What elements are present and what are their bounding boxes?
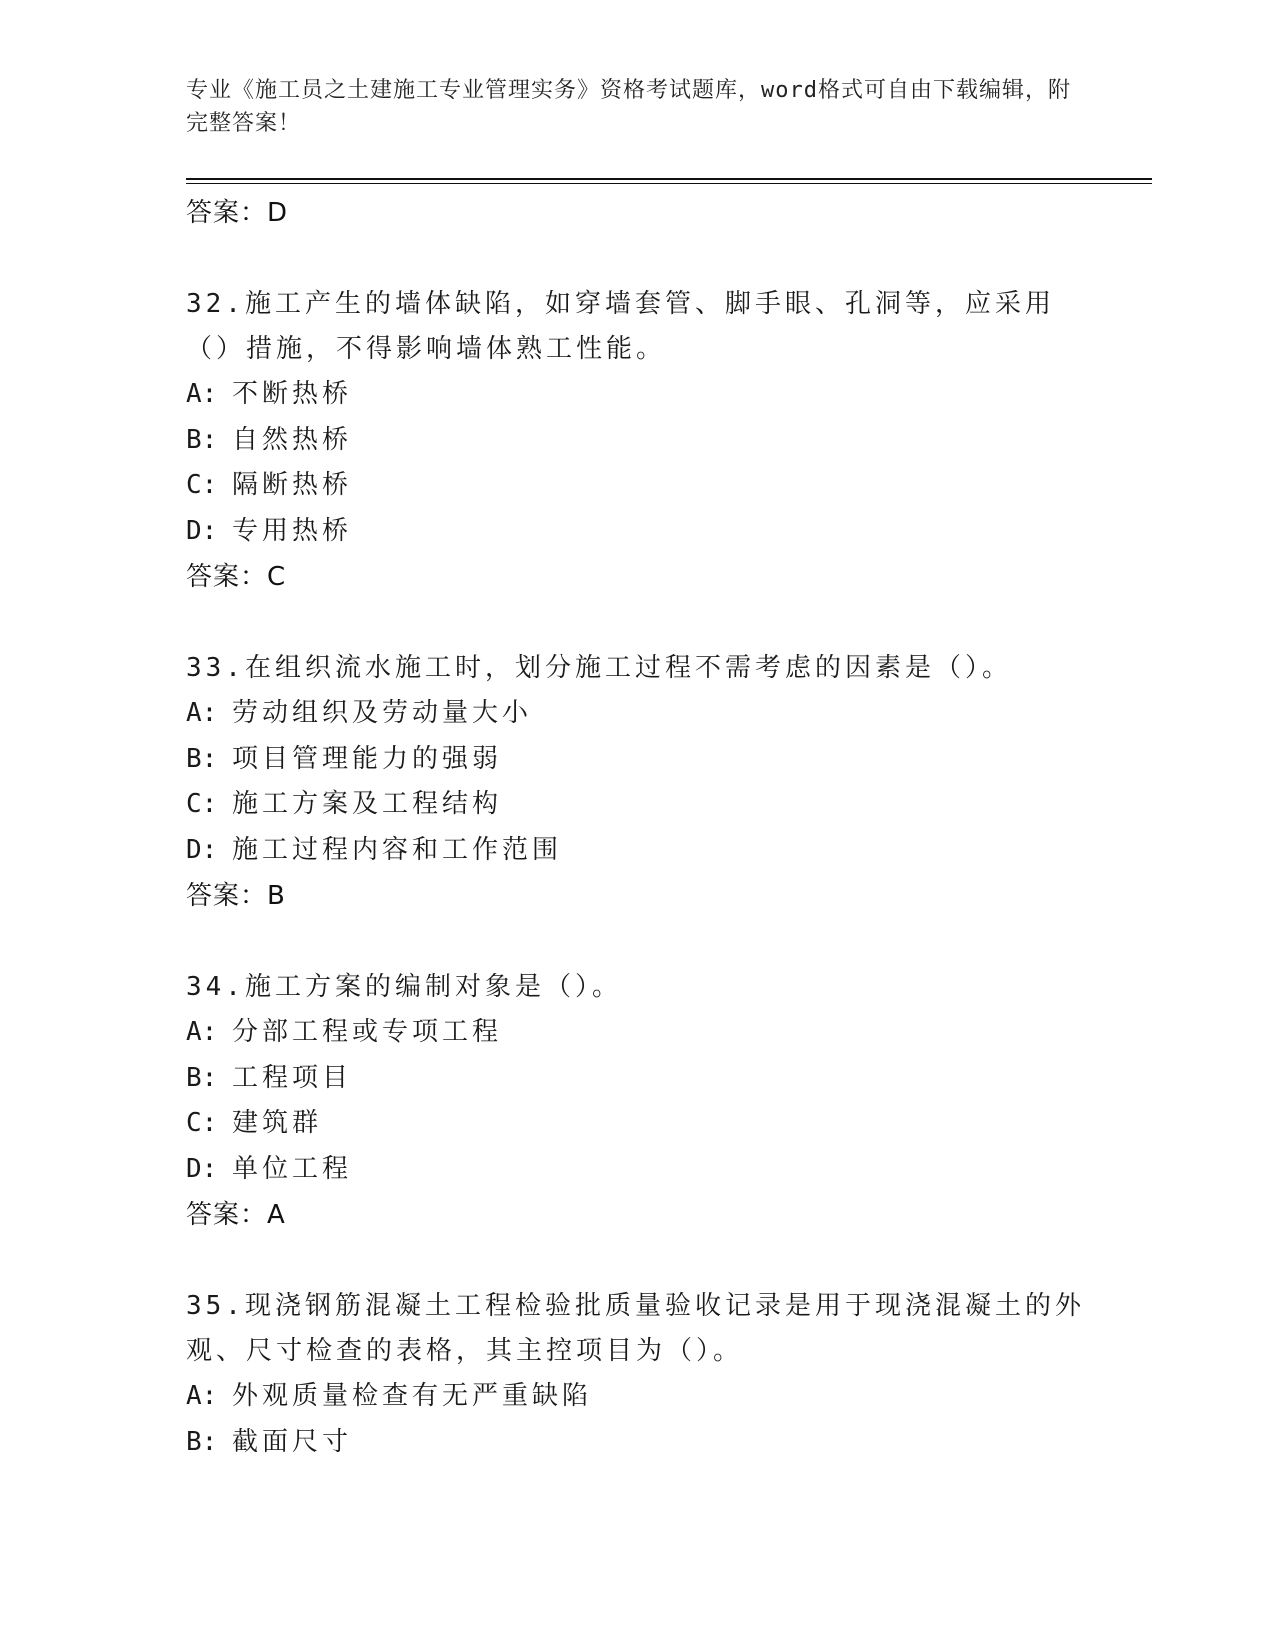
option-key: D: bbox=[186, 834, 218, 865]
option-key: D: bbox=[186, 1153, 218, 1184]
option-text: 专用热桥 bbox=[232, 515, 353, 546]
question-block bbox=[186, 965, 1086, 1238]
option-key: C: bbox=[186, 1108, 218, 1138]
header-divider bbox=[186, 178, 1152, 180]
option-text: 建筑群 bbox=[232, 1108, 323, 1138]
option-c bbox=[186, 782, 1086, 828]
option-a bbox=[186, 1010, 1086, 1056]
option-key: A: bbox=[186, 379, 218, 409]
option-text: 劳动组织及劳动量大小 bbox=[232, 698, 533, 728]
option-d bbox=[186, 509, 1086, 555]
answer-line: 答案：D bbox=[186, 198, 289, 228]
option-text: 截面尺寸 bbox=[232, 1426, 353, 1457]
answer-line: 答案：B bbox=[186, 881, 286, 911]
question-text: 35.现浇钢筋混凝土工程检验批质量验收记录是用于现浇混凝土的外观、尺寸检查的表格，其主控项目为（）。 bbox=[186, 1291, 1085, 1366]
option-text: 项目管理能力的强弱 bbox=[232, 743, 503, 774]
option-text: 不断热桥 bbox=[232, 379, 353, 409]
option-a bbox=[186, 372, 1086, 418]
option-key: A: bbox=[186, 1017, 218, 1047]
question-block bbox=[186, 282, 1086, 600]
option-text: 施工过程内容和工作范围 bbox=[232, 834, 563, 865]
option-b bbox=[186, 1056, 1086, 1102]
option-key: B: bbox=[186, 1426, 218, 1457]
option-c bbox=[186, 463, 1086, 509]
option-d bbox=[186, 1147, 1086, 1193]
question-block bbox=[186, 646, 1086, 919]
option-a bbox=[186, 691, 1086, 737]
option-key: D: bbox=[186, 515, 218, 546]
option-key: B: bbox=[186, 1062, 218, 1093]
option-text: 工程项目 bbox=[232, 1062, 353, 1093]
option-a bbox=[186, 1374, 1086, 1420]
option-text: 单位工程 bbox=[232, 1153, 353, 1184]
option-key: C: bbox=[186, 789, 218, 819]
option-text: 自然热桥 bbox=[232, 424, 353, 455]
document-header: 专业《施工员之土建施工专业管理实务》资格考试题库，word格式可自由下载编辑，附完整答案！ bbox=[186, 78, 1071, 136]
answer-line: 答案：A bbox=[186, 1200, 286, 1230]
option-text: 外观质量检查有无严重缺陷 bbox=[232, 1381, 593, 1411]
option-key: B: bbox=[186, 424, 218, 455]
question-text: 33.在组织流水施工时，划分施工过程不需考虑的因素是（）。 bbox=[186, 653, 1012, 683]
option-d bbox=[186, 828, 1086, 874]
option-text: 分部工程或专项工程 bbox=[232, 1017, 503, 1047]
question-block bbox=[186, 1284, 1086, 1465]
option-text: 隔断热桥 bbox=[232, 470, 353, 500]
option-key: A: bbox=[186, 698, 218, 728]
header-divider-thin bbox=[186, 183, 1152, 184]
option-key: A: bbox=[186, 1381, 218, 1411]
question-text: 34.施工方案的编制对象是（）。 bbox=[186, 972, 622, 1002]
option-c bbox=[186, 1101, 1086, 1147]
option-key: B: bbox=[186, 743, 218, 774]
option-b bbox=[186, 1420, 1086, 1466]
option-b bbox=[186, 737, 1086, 783]
question-text: 32.施工产生的墙体缺陷，如穿墙套管、脚手眼、孔洞等，应采用（）措施，不得影响墙体熟工性能。 bbox=[186, 289, 1055, 364]
option-key: C: bbox=[186, 470, 218, 500]
option-text: 施工方案及工程结构 bbox=[232, 789, 503, 819]
option-b bbox=[186, 418, 1086, 464]
question-list bbox=[186, 190, 1086, 1465]
answer-line: 答案：C bbox=[186, 562, 287, 592]
